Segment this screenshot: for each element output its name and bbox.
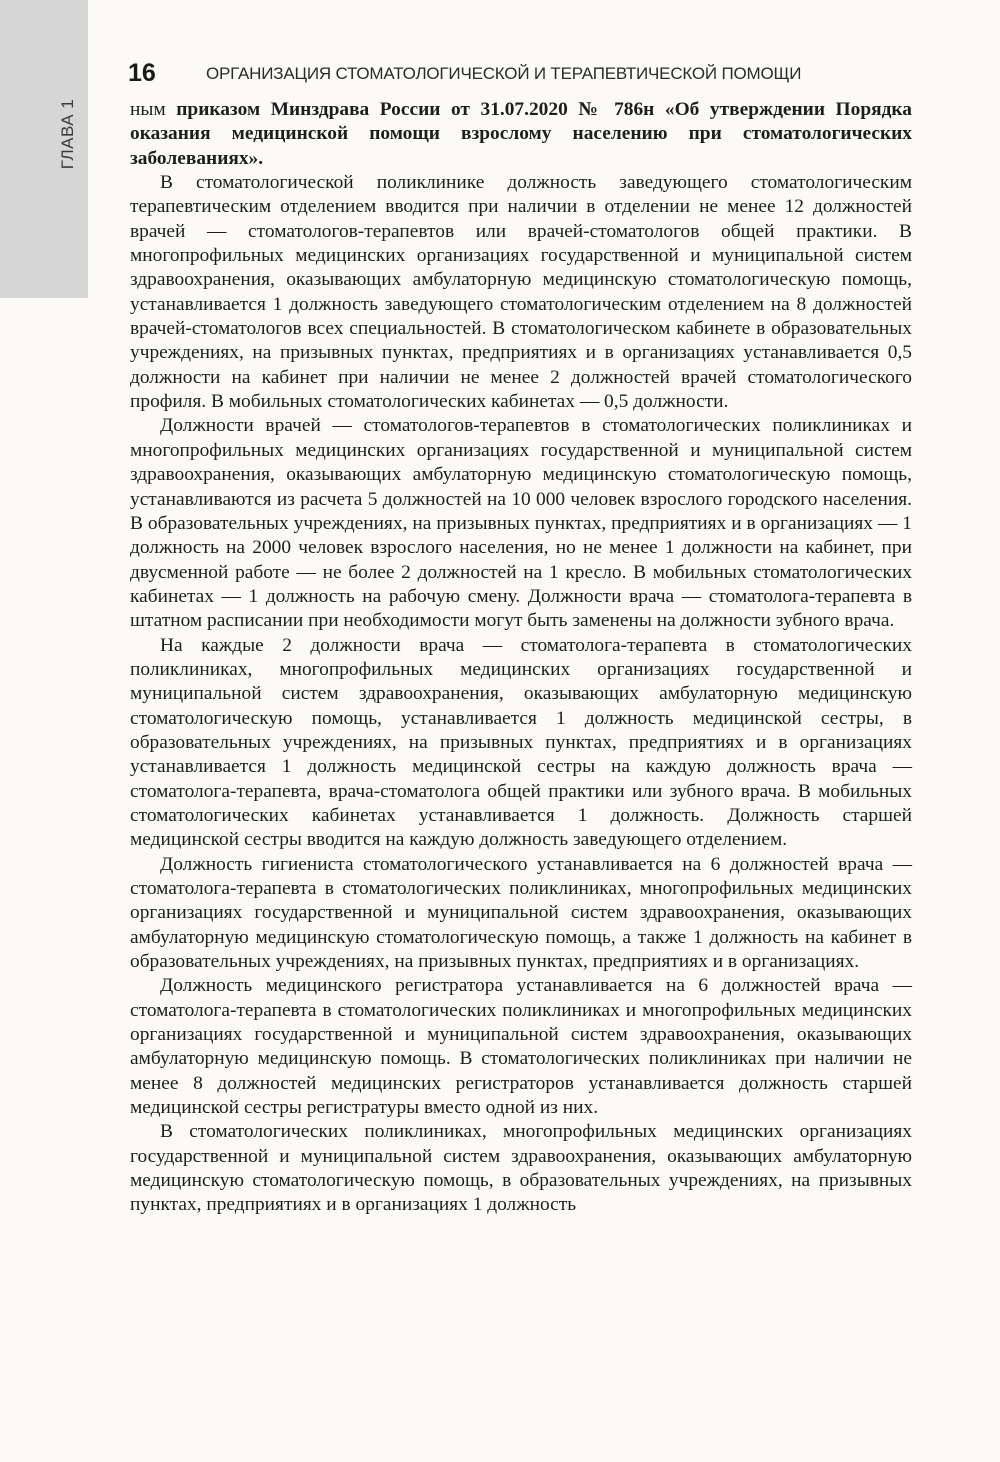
lead-bold-text: приказом Минздрава России от 31.07.2020 № 786н «Об утверждении Порядка оказания медицинской помощи взрослому населению при стоматологических заболеваниях».	[130, 99, 912, 169]
page-header	[128, 58, 918, 92]
paragraph: Должность медицинского регистратора устанавливается на 6 должностей врача — стоматолога-терапевта в стоматологических поликлиниках и многопрофильных медицинских организациях государственной и муниципальной систем здравоохранения, оказывающих амбулаторную медицинскую помощь. В стоматологических поликлиниках при наличии не менее 8 должностей медицинских регистраторов устанавливается должность старшей медицинской сестры регистратуры вместо одной из них.	[130, 975, 912, 1119]
page-number: 16	[128, 59, 156, 87]
paragraph: Должности врачей — стоматологов-терапевтов в стоматологических поликлиниках и многопрофильных медицинских организациях государственной и муниципальной систем здравоохранения, оказывающих амбулаторную медицинскую стоматологическую помощь, устанавливаются из расчета 5 должностей на 10 000 человек взрослого городского населения. В образовательных учреждениях, на призывных пунктах, предприятиях и в организациях — 1 должность на 2000 человек взрослого населения, но не менее 1 должности на кабинет, при двусменной работе — не более 2 должностей на 1 кресло. В мобильных стоматологических кабинетах — 1 должность на рабочую смену. Должности врача — стоматолога-терапевта в штатном расписании при необходимости могут быть заменены на должности зубного врача.	[130, 415, 912, 632]
paragraph: На каждые 2 должности врача — стоматолога-терапевта в стоматологических поликлиниках, многопрофильных медицинских организациях государственной и муниципальной систем здравоохранения, оказывающих амбулаторную медицинскую стоматологическую помощь, устанавливается 1 должность медицинской сестры, в образовательных учреждениях, на призывных пунктах, предприятиях и в организациях устанавливается 1 должность медицинской сестры на каждую должность врача — стоматолога-терапевта, врача-стоматолога общей практики или зубного врача. В мобильных стоматологических кабинетах устанавливается 1 должность. Должность старшей медицинской сестры вводится на каждую должность заведующего отделением.	[130, 634, 912, 851]
text-body	[130, 98, 912, 1218]
lead-plain-text: ным	[130, 99, 177, 120]
paragraph: Должность гигиениста стоматологического устанавливается на 6 должностей врача — стоматолога-терапевта в стоматологических поликлиниках, многопрофильных медицинских организациях государственной и муниципальной систем здравоохранения, оказывающих амбулаторную медицинскую стоматологическую помощь, а также 1 должность на кабинет в образовательных учреждениях, на призывных пунктах, предприятиях и в организациях.	[130, 853, 912, 973]
paragraph: В стоматологических поликлиниках, многопрофильных медицинских организациях государственной и муниципальной систем здравоохранения, оказывающих амбулаторную медицинскую стоматологическую помощь, в образовательных учреждениях, на призывных пунктах, предприятиях и в организациях 1 должность	[130, 1121, 912, 1216]
paragraph: В стоматологической поликлинике должность заведующего стоматологическим терапевтическим отделением вводится при наличии в отделении не менее 12 должностей врачей — стоматологов-терапевтов или врачей-стоматологов общей практики. В многопрофильных медицинских организациях государственной и муниципальной систем здравоохранения, оказывающих амбулаторную медицинскую стоматологическую помощь, устанавливается 1 должность заведующего стоматологическим отделением на 8 должностей врачей-стоматологов всех специальностей. В стоматологическом кабинете в образовательных учреждениях, на призывных пунктах, предприятиях и в организациях устанавливается 0,5 должности на кабинет при наличии не менее 2 должностей врачей стоматологического профиля. В мобильных стоматологических кабинетах — 0,5 должности.	[130, 172, 912, 413]
chapter-label: ГЛАВА 1	[58, 98, 77, 170]
running-title: ОРГАНИЗАЦИЯ СТОМАТОЛОГИЧЕСКОЙ И ТЕРАПЕВТИЧЕСКОЙ ПОМОЩИ	[206, 64, 802, 83]
lead-paragraph	[130, 98, 912, 171]
chapter-tab	[0, 0, 88, 298]
